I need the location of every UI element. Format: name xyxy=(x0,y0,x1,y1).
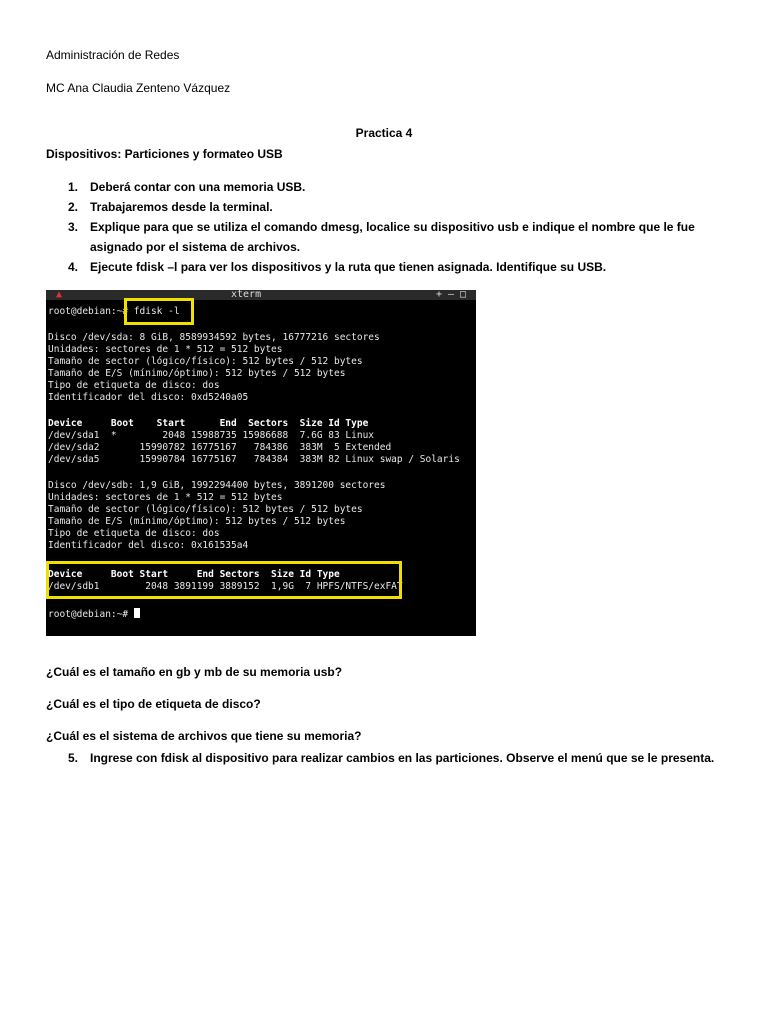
disk1-line: Identificador del disco: 0xd5240a05 xyxy=(48,392,249,403)
terminal-titlebar xyxy=(46,290,476,300)
debian-logo-icon: ▲ xyxy=(56,290,63,300)
terminal-screenshot xyxy=(46,290,476,636)
disk2-line: Disco /dev/sdb: 1,9 GiB, 1992294400 bytes, 3891200 sectores xyxy=(48,480,386,491)
terminal-title: xterm xyxy=(231,290,262,300)
table-row: /dev/sdb1 2048 3891199 3889152 1,9G 7 HPFS/NTFS/exFAT xyxy=(48,581,403,592)
disk1-line: Tamaño de sector (lógico/físico): 512 bytes / 512 bytes xyxy=(48,356,363,367)
disk1-line: Disco /dev/sda: 8 GiB, 8589934592 bytes, 16777216 sectores xyxy=(48,332,380,343)
list-item: 1. Deberá contar con una memoria USB. xyxy=(68,180,306,194)
list-item: 4. Ejecute fdisk –l para ver los dispositivos y la ruta que tienen asignada. Identifique su USB. xyxy=(68,260,607,274)
disk1-line: Tamaño de E/S (mínimo/óptimo): 512 bytes / 512 bytes xyxy=(48,368,346,379)
question-1: ¿Cuál es el tamaño en gb y mb de su memoria usb? xyxy=(46,665,343,679)
list-item: asignado por el sistema de archivos. xyxy=(90,240,301,254)
disk2-line: Tamaño de E/S (mínimo/óptimo): 512 bytes / 512 bytes xyxy=(48,516,346,527)
practice-title: Practica 4 xyxy=(355,126,413,140)
disk1-line: Tipo de etiqueta de disco: dos xyxy=(48,380,220,391)
table1-header: Device Boot Start End Sectors Size Id Type xyxy=(48,418,369,429)
command-text: fdisk -l xyxy=(133,306,180,317)
disk2-line: Tipo de etiqueta de disco: dos xyxy=(48,528,220,539)
disk2-line: Identificador del disco: 0x161535a4 xyxy=(48,540,249,551)
section-subject: Dispositivos: Particiones y formateo USB xyxy=(46,147,283,161)
table-row: /dev/sda1 * 2048 15988735 15986688 7.6G 83 Linux xyxy=(48,430,375,441)
question-2: ¿Cuál es el tipo de etiqueta de disco? xyxy=(46,697,261,711)
table-row: /dev/sda5 15990784 16775167 784384 383M 82 Linux swap / Solaris xyxy=(48,454,460,465)
list-item: 2. Trabajaremos desde la terminal. xyxy=(68,200,273,214)
steps-list-continued xyxy=(68,748,715,768)
final-prompt-line: root@debian:~# xyxy=(48,608,140,621)
course-title: Administración de Redes xyxy=(46,48,180,62)
disk2-line: Unidades: sectores de 1 * 512 = 512 bytes xyxy=(48,492,283,503)
table-row: /dev/sda2 15990782 16775167 784386 383M 5 Extended xyxy=(48,442,392,453)
window-controls-icon: +–□ xyxy=(435,290,472,300)
teacher-name: MC Ana Claudia Zenteno Vázquez xyxy=(46,81,231,95)
command-line: root@debian:~# fdisk -l xyxy=(48,306,180,317)
command-highlight-box xyxy=(124,298,194,325)
list-item: 5. Ingrese con fdisk al dispositivo para realizar cambios en las particiones. Observe el menú que se le presenta. xyxy=(68,751,715,765)
list-item: 3. Explique para que se utiliza el comando dmesg, localice su dispositivo usb e indique el nombre que le fue xyxy=(68,220,695,234)
usb-highlight-box xyxy=(46,561,402,599)
disk2-line: Tamaño de sector (lógico/físico): 512 bytes / 512 bytes xyxy=(48,504,363,515)
disk1-line: Unidades: sectores de 1 * 512 = 512 bytes xyxy=(48,344,283,355)
steps-list xyxy=(68,177,695,277)
question-3: ¿Cuál es el sistema de archivos que tiene su memoria? xyxy=(46,729,362,743)
table2-header: Device Boot Start End Sectors Size Id Type xyxy=(48,569,340,580)
cursor-block-icon xyxy=(134,608,140,618)
